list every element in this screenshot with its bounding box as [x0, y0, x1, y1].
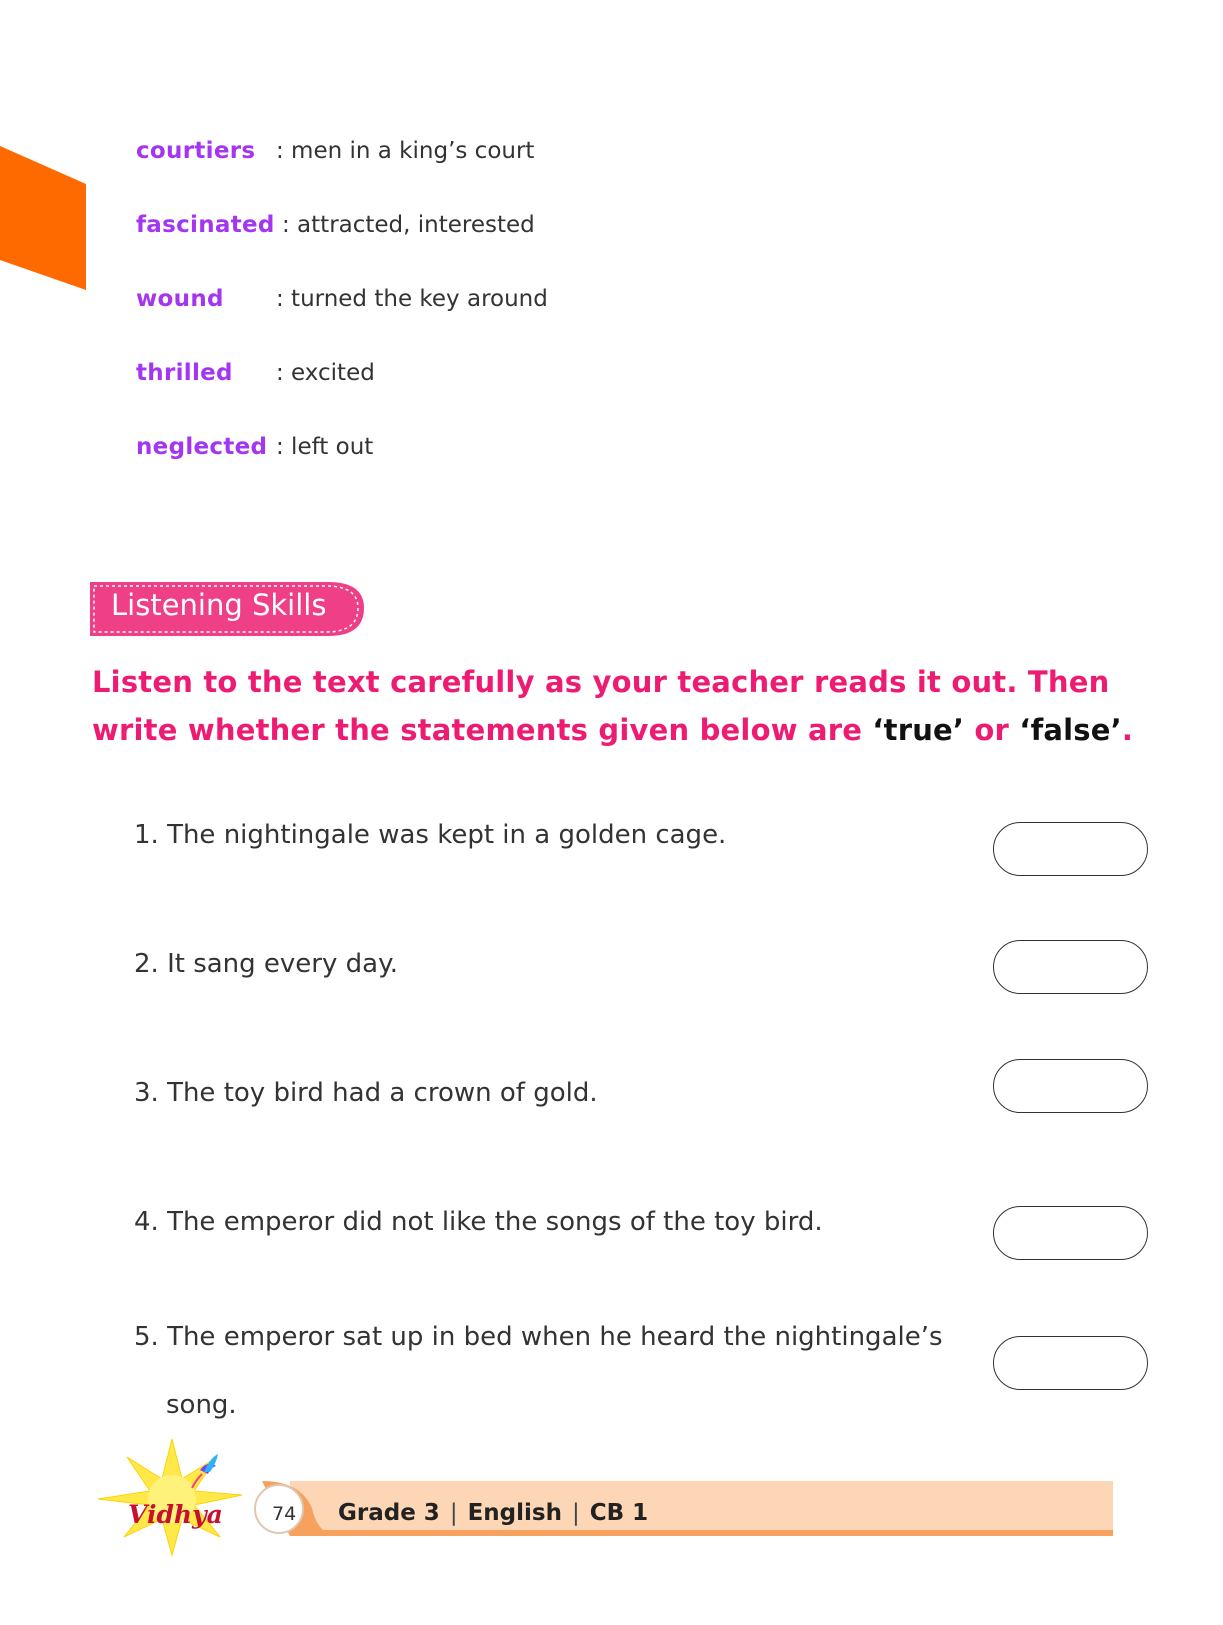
question-2: 2. It sang every day.: [134, 949, 399, 979]
section-title: Listening Skills: [111, 588, 327, 622]
footer-separator: |: [449, 1500, 458, 1526]
glossary-word: courtiers: [136, 138, 256, 164]
page-number: 74: [272, 1503, 297, 1525]
glossary-definition: : left out: [276, 434, 374, 460]
glossary-definition: : excited: [276, 360, 375, 386]
glossary-word: wound: [136, 286, 224, 312]
glossary-word: fascinated: [136, 212, 275, 238]
footer-separator: |: [571, 1500, 580, 1526]
glossary-word: thrilled: [136, 360, 233, 386]
footer-subject: English: [467, 1500, 562, 1526]
footer-book: CB 1: [589, 1500, 649, 1526]
instruction-line-1: Listen to the text carefully as your teacher reads it out. Then: [92, 665, 1110, 699]
instruction-end: .: [1121, 713, 1134, 747]
question-3: 3. The toy bird had a crown of gold.: [134, 1078, 598, 1108]
glossary-definition: : men in a king’s court: [276, 138, 535, 164]
or-word: or: [964, 713, 1020, 747]
true-word: ‘true’: [872, 713, 965, 747]
logo-text: Vidhya: [128, 1500, 223, 1529]
footer-grade: Grade 3: [338, 1500, 440, 1526]
instruction-line-2-start: write whether the statements given below are: [92, 713, 873, 747]
question-1: 1. The nightingale was kept in a golden cage.: [134, 820, 727, 850]
false-word: ‘false’: [1019, 713, 1122, 747]
glossary-word: neglected: [136, 434, 268, 460]
logo-sun: [98, 1439, 242, 1555]
question-5: 5. The emperor sat up in bed when he heard the nightingale’s: [134, 1322, 943, 1352]
question-5-continuation: song.: [166, 1390, 237, 1420]
question-4: 4. The emperor did not like the songs of the toy bird.: [134, 1207, 823, 1237]
glossary-definition: : attracted, interested: [282, 212, 535, 238]
glossary-definition: : turned the key around: [276, 286, 548, 312]
footer-course-info: [338, 1500, 648, 1526]
